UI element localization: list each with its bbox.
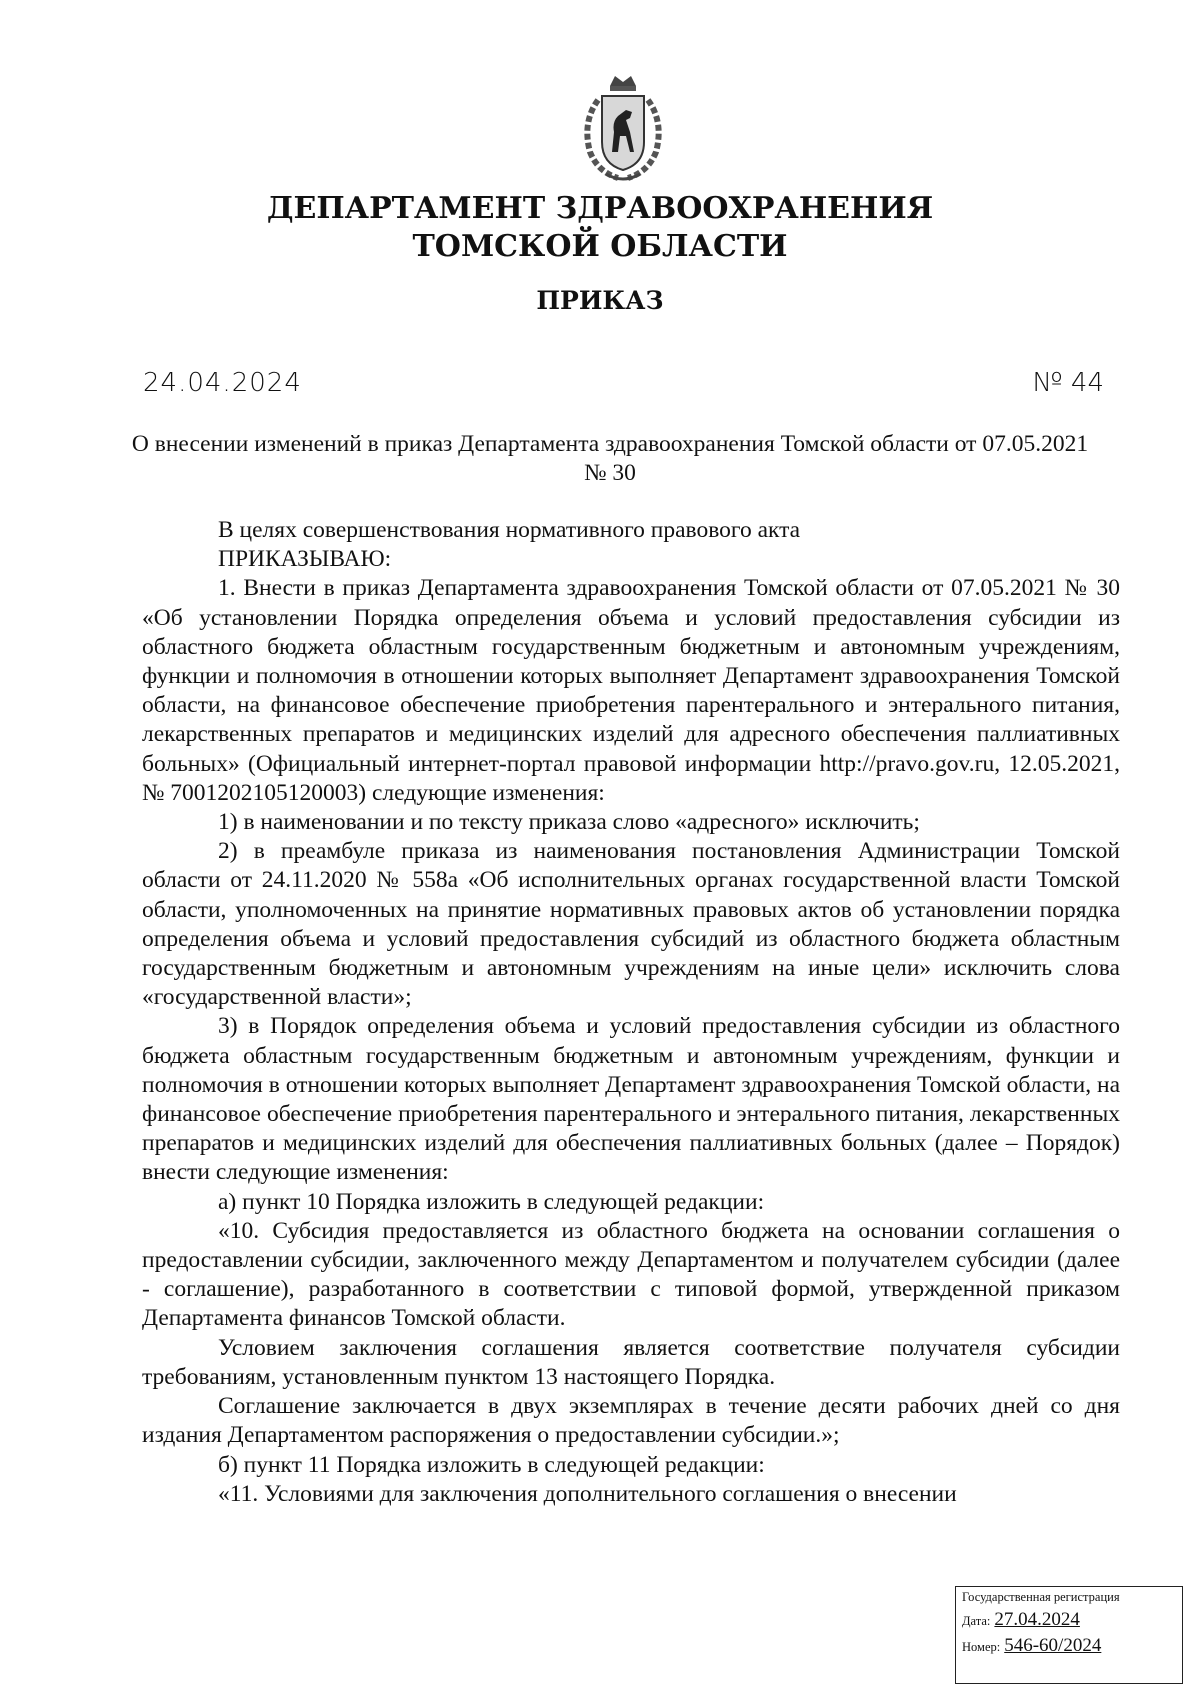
paragraph-preamble: В целях совершенствования нормативного правового акта <box>218 517 801 543</box>
paragraph-agreement: Соглашение заключается в двух экземплярах в течение десяти рабочих дней со дня издания Департаментом распоряжения о предоставлении субсидии.»; <box>142 1393 1120 1449</box>
stamp-date-label: Дата: <box>962 1614 991 1628</box>
stamp-number-value: 546-60/2024 <box>1004 1635 1102 1656</box>
organization-name-line1: ДЕПАРТАМЕНТ ЗДРАВООХРАНЕНИЯ <box>266 191 934 226</box>
document-title: О внесении изменений в приказ Департамента здравоохранения Томской области от 07.05.2021 № 30 <box>131 431 1089 486</box>
paragraph-order-word: ПРИКАЗЫВАЮ: <box>218 546 392 573</box>
paragraph-point-10: «10. Субсидия предоставляется из областного бюджета на основании соглашения о предоставлении субсидии, заключенного между Департаментом и получателем субсидии (далее - соглашение), разработанного в соответствии с типовой формой, утвержденной приказом Департамента финансов Томской области. <box>142 1217 1120 1332</box>
paragraph-subitem-b: б) пункт 11 Порядка изложить в следующей редакции: <box>218 1451 765 1478</box>
stamp-heading: Государственная регистрация <box>962 1590 1120 1604</box>
document-number: № 44 <box>1032 368 1104 398</box>
paragraph-item-1: 1. Внести в приказ Департамента здравоохранения Томской области от 07.05.2021 № 30 «Об установлении Порядка определения объема и условий предоставления субсидии из областного бюджета областным государственным бюджетным и автономным учреждениям, функции и полномочия в отношении которых выполняет Департамент здравоохранения Томской области, на финансовое обеспечение приобретения парентерального и энтерального питания, лекарственных препаратов и медицинских изделий для адресного обеспечения паллиативных больных» (Официальный интернет-портал правовой информации http://pravo.gov.ru, 12.05.2021, № 7001202105120003) следующие изменения: <box>142 575 1120 806</box>
paragraph-subitem-1: 1) в наименовании и по тексту приказа слово «адресного» исключить; <box>218 809 920 836</box>
document-type: ПРИКАЗ <box>536 286 664 315</box>
stamp-date-value: 27.04.2024 <box>994 1609 1080 1630</box>
paragraph-subitem-2: 2) в преамбуле приказа из наименования постановления Администрации Томской области от 24.11.2020 № 558а «Об исполнительных органах государственной власти Томской области, уполномоченных на принятие нормативных правовых актов об установлении порядка определения объема и условий предоставления субсидий из областного бюджета областным государственным бюджетным и автономным учреждениям на иные цели» исключить слова «государственной власти»; <box>142 838 1120 1011</box>
organization-name-line2: ТОМСКОЙ ОБЛАСТИ <box>412 229 788 264</box>
document-body <box>142 516 1120 1509</box>
coat-of-arms-icon <box>568 72 678 184</box>
paragraph-subitem-3: 3) в Порядок определения объема и условий предоставления субсидии из областного бюджета областным государственным бюджетным и автономным учреждениям, функции и полномочия в отношении которых выполняет Департамент здравоохранения Томской области, на финансовое обеспечение приобретения парентерального и энтерального питания, лекарственных препаратов и медицинских изделий для обеспечения паллиативных больных (далее – Порядок) внести следующие изменения: <box>142 1013 1120 1186</box>
document-date: 24.04.2024 <box>143 368 302 398</box>
paragraph-point-11: «11. Условиями для заключения дополнительного соглашения о внесении <box>218 1480 957 1507</box>
paragraph-condition: Условием заключения соглашения является соответствие получателя субсидии требованиям, установленным пунктом 13 настоящего Порядка. <box>142 1334 1120 1390</box>
registration-stamp <box>955 1586 1183 1684</box>
stamp-number-label: Номер: <box>962 1640 1001 1654</box>
paragraph-subitem-a: а) пункт 10 Порядка изложить в следующей редакции: <box>218 1188 765 1215</box>
